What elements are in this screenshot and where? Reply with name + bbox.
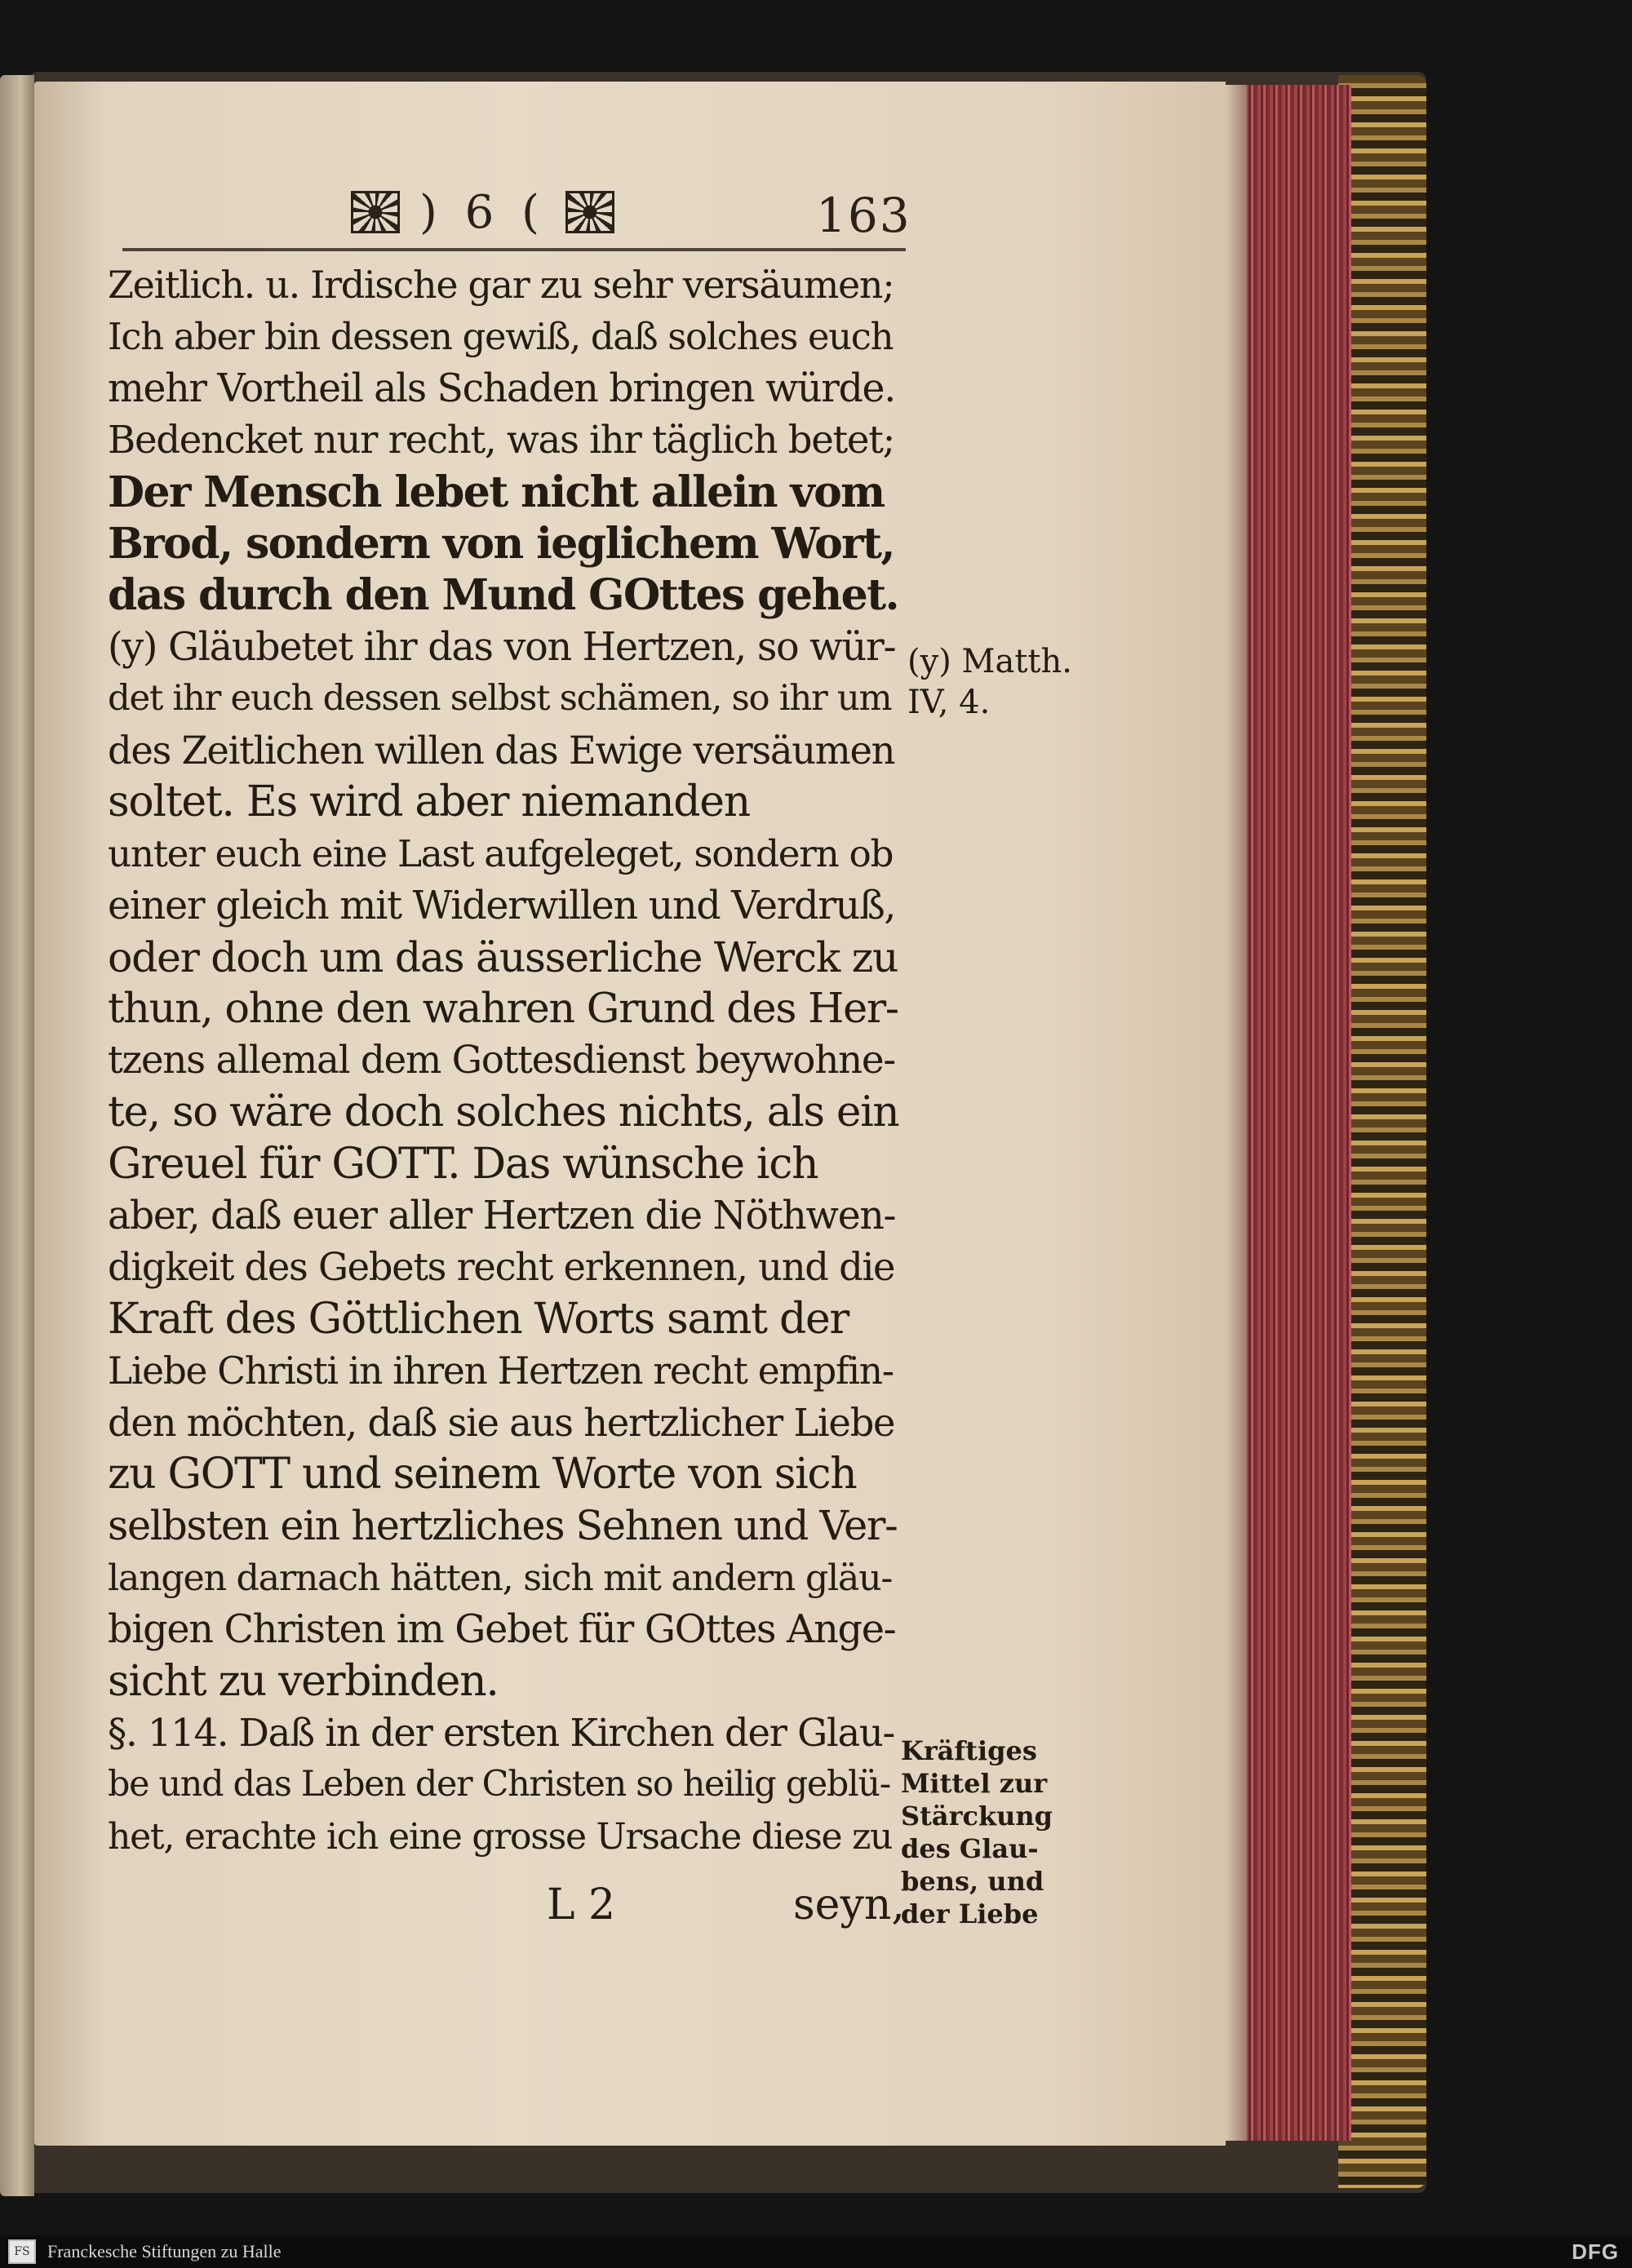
institution-logo-icon[interactable]: FS	[8, 2239, 36, 2264]
page-fore-edge-shadow	[1226, 85, 1247, 2141]
page-number: 163	[816, 188, 911, 243]
catchword: seyn,	[793, 1880, 905, 1929]
text-line: bigen Christen im Gebet für GOttes Ange-	[108, 1607, 896, 1653]
text-line: Greuel für GOTT. Das wünsche ich	[108, 1139, 818, 1189]
institution-name: Franckesche Stiftungen zu Halle	[47, 2241, 282, 2261]
text-line: Liebe Christi in ihren Hertzen recht empfin-	[108, 1349, 894, 1393]
text-line: zu GOTT und seinem Worte von sich	[108, 1449, 857, 1499]
text-line: digkeit des Gebets recht erkennen, und die	[108, 1245, 895, 1290]
ornament-left-icon	[351, 191, 400, 233]
text-line: das durch den Mund GOttes gehet.	[108, 570, 899, 621]
margin-note-line: des Glau-	[901, 1833, 1039, 1864]
gilt-binding-edge	[1338, 75, 1426, 2188]
text-line: unter euch eine Last aufgeleget, sondern ob	[108, 832, 894, 876]
margin-note-kraeftiges-mittel	[901, 1734, 1053, 1930]
body-text	[108, 259, 899, 1863]
text-line: Zeitlich. u. Irdische gar zu sehr versäumen;	[108, 263, 894, 307]
text-line: het, erachte ich eine grosse Ursache diese zu	[108, 1815, 893, 1858]
margin-note-line: Stärckung	[901, 1801, 1053, 1832]
text-line: Ich aber bin dessen gewiß, daß solches euch	[108, 315, 894, 359]
running-head-text: ) 6 (	[419, 185, 546, 239]
text-line: selbsten ein hertzliches Sehnen und Ver-	[108, 1502, 898, 1550]
text-line: Der Mensch lebet nicht allein vom	[108, 467, 885, 517]
dfg-logo[interactable]: DFG	[1572, 2239, 1619, 2264]
text-line: langen darnach hätten, sich mit andern gläu-	[108, 1557, 893, 1599]
text-line: §. 114. Daß in der ersten Kirchen der Glau-	[108, 1710, 894, 1755]
margin-note-line: (y) Matth.	[907, 643, 1072, 680]
text-line: des Zeitlichen willen das Ewige versäumen	[108, 728, 895, 773]
margin-note-matthew	[907, 641, 1072, 723]
ornament-right-icon	[565, 191, 614, 233]
text-line: oder doch um das äusserliche Werck zu	[108, 933, 898, 982]
text-line: soltet. Es wird aber niemanden	[108, 777, 750, 826]
text-line: (y) Gläubetet ihr das von Hertzen, so wür-	[108, 624, 896, 670]
margin-note-line: IV, 4.	[907, 684, 991, 721]
text-line: Kraft des Göttlichen Worts samt der	[108, 1294, 849, 1344]
text-line: det ihr euch dessen selbst schämen, so ihr um	[108, 678, 892, 720]
margin-note-line: der Liebe	[901, 1898, 1039, 1929]
margin-note-line: Mittel zur	[901, 1768, 1048, 1799]
text-line: aber, daß euer aller Hertzen die Nöthwen-	[108, 1194, 896, 1239]
text-line: be und das Leben der Christen so heilig geblü-	[108, 1764, 890, 1805]
facing-page-edge	[0, 75, 34, 2196]
text-line: tzens allemal dem Gottesdienst beywohne-	[108, 1038, 895, 1083]
signature-mark: L 2	[547, 1880, 616, 1929]
text-line: thun, ohne den wahren Grund des Her-	[108, 985, 898, 1034]
text-line: te, so wäre doch solches nichts, als ein	[108, 1087, 899, 1137]
margin-note-line: bens, und	[901, 1866, 1044, 1897]
text-line: einer gleich mit Widerwillen und Verdruß,	[108, 883, 896, 928]
header-rule	[122, 248, 906, 251]
text-line: mehr Vortheil als Schaden bringen würde.	[108, 365, 895, 411]
footer-bar	[0, 2235, 1632, 2268]
text-line: den möchten, daß sie aus hertzlicher Liebe	[108, 1400, 895, 1445]
text-line: Brod, sondern von ieglichem Wort,	[108, 518, 894, 569]
margin-note-line: Kräftiges	[901, 1735, 1037, 1766]
text-line: Bedencket nur recht, was ihr täglich betet;	[108, 418, 895, 463]
text-line: sicht zu verbinden.	[108, 1656, 499, 1706]
